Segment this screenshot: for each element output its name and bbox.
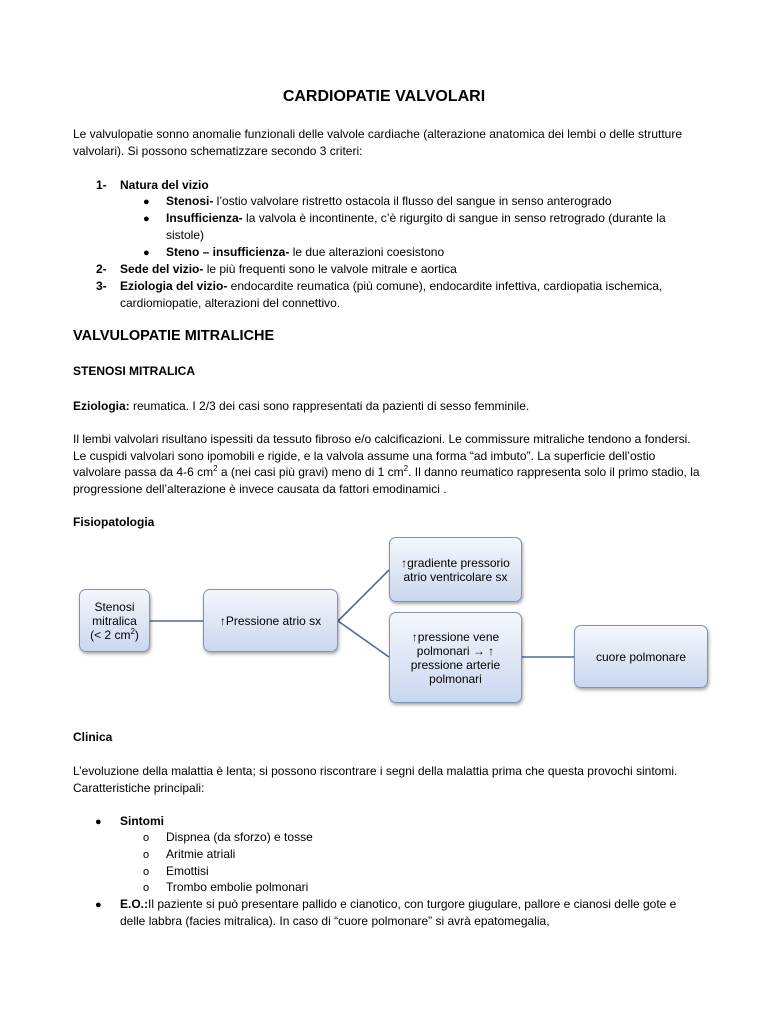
fisiopatologia-heading: Fisiopatologia [73, 515, 155, 529]
criterion-label: Natura del vizio [120, 178, 209, 192]
bullet-icon: ● [95, 899, 102, 911]
stenosi-mitralica-box [79, 589, 150, 652]
list-item-label: Stenosi- [166, 194, 214, 208]
bullet-icon: ● [143, 247, 150, 259]
pressione-vene-box [389, 612, 522, 703]
eo-label: E.O.: [120, 897, 149, 911]
symptom-item: Dispnea (da sforzo) e tosse [166, 830, 313, 844]
criterion-label: Sede del vizio- [120, 262, 204, 276]
box-label: ↑Pressione atrio sx [219, 613, 322, 628]
sintomi-label: Sintomi [120, 814, 164, 828]
connector-line [338, 621, 389, 657]
box-label: ↑pressione vene polmonari → ↑ pressione arterie polmonari [410, 629, 501, 686]
subsection-heading: STENOSI MITRALICA [73, 364, 195, 378]
pressione-atrio-box [203, 589, 338, 652]
box-label: ↑gradiente pressorio atrio ventricolare sx [401, 555, 510, 584]
box-label: cuore polmonare [595, 649, 687, 664]
criterion-label: Eziologia del vizio- [120, 279, 228, 293]
box-label-tail: ) [134, 627, 139, 642]
lembi-text-2: a (nei casi più gravi) meno di 1 cm [217, 465, 404, 479]
criterion-number: 1- [96, 178, 107, 192]
list-item-label: Steno – insufficienza- [166, 245, 290, 259]
section-heading: VALVULOPATIE MITRALICHE [73, 328, 275, 344]
eziologia-text: reumatica. I 2/3 dei casi sono rappresentati da pazienti di sesso femminile. [129, 399, 530, 413]
symptom-item: Emottisi [166, 864, 209, 878]
criterion-text: endocardite reumatica (più comune), endocardite infettiva, cardiopatia ischemica, cardiomiopatie, alterazioni del connettivo. [120, 279, 663, 310]
circle-bullet-icon: o [143, 882, 150, 894]
bullet-icon: ● [95, 816, 102, 828]
list-item-text: le due alterazioni coesistono [289, 245, 445, 259]
box-label [90, 600, 139, 642]
box-label-text: Stenosi mitralica (< 2 cm [90, 599, 137, 642]
symptom-item: Aritmie atriali [166, 847, 236, 861]
circle-bullet-icon: o [143, 866, 150, 878]
bullet-icon: ● [143, 213, 150, 225]
page-title: CARDIOPATIE VALVOLARI [282, 88, 486, 105]
criterion-number: 3- [96, 279, 107, 293]
list-item-text: l’ostio valvolare ristretto ostacola il flusso del sangue in senso anterogrado [213, 194, 612, 208]
superscript: 2 [403, 464, 409, 473]
cuore-polmonare-box [574, 625, 708, 688]
symptom-item: Trombo embolie polmonari [166, 880, 309, 894]
circle-bullet-icon: o [143, 849, 150, 861]
clinica-heading: Clinica [73, 730, 113, 744]
eo-item [120, 896, 705, 929]
eziologia-label: Eziologia: [73, 399, 130, 413]
lembi-text-1: Il lembi valvolari risultano ispessiti da tessuto fibroso e/o calcificazioni. Le commissure mitraliche tendono a fondersi. Le cuspidi valvolari sono ipomobili e rigide, e la valvola assume una forma “ad imbuto”. La superficie dell’ostio valvolare passa da 4-6 cm [73, 432, 691, 479]
clinica-paragraph: L’evoluzione della malattia è lenta; si possono riscontrare i segni della malattia prima che questa provochi sintomi. Caratteristiche principali: [73, 764, 678, 795]
criterion-number: 2- [96, 262, 107, 276]
lembi-text-3: . Il danno reumatico rappresenta solo il primo stadio, la progressione dell’alterazione è invece causata da fattori emodinamici . [73, 465, 700, 496]
connector-line [338, 570, 389, 621]
gradiente-pressorio-box [389, 537, 522, 602]
criterion-text: le più frequenti sono le valvole mitrale e aortica [203, 262, 457, 276]
list-item-label: Insufficienza- [166, 211, 243, 225]
circle-bullet-icon: o [143, 832, 150, 844]
eo-text: Il paziente si può presentare pallido e cianotico, con turgore giugulare, pallore e cianosi delle gote e delle labbra (facies mitralica). In caso di “cuore polmonare” si avrà epatomegalia, [120, 897, 677, 928]
bullet-icon: ● [143, 196, 150, 208]
superscript: 2 [130, 626, 135, 636]
superscript: 2 [213, 464, 218, 473]
intro-paragraph: Le valvulopatie sonno anomalie funzionali delle valvole cardiache (alterazione anatomica dei lembi o delle strutture valvolari). Si possono schematizzare secondo 3 criteri: [73, 127, 683, 158]
list-item-text: la valvola è incontinente, c’è rigurgito di sangue in senso retrogrado (durante la sistole) [166, 211, 666, 242]
